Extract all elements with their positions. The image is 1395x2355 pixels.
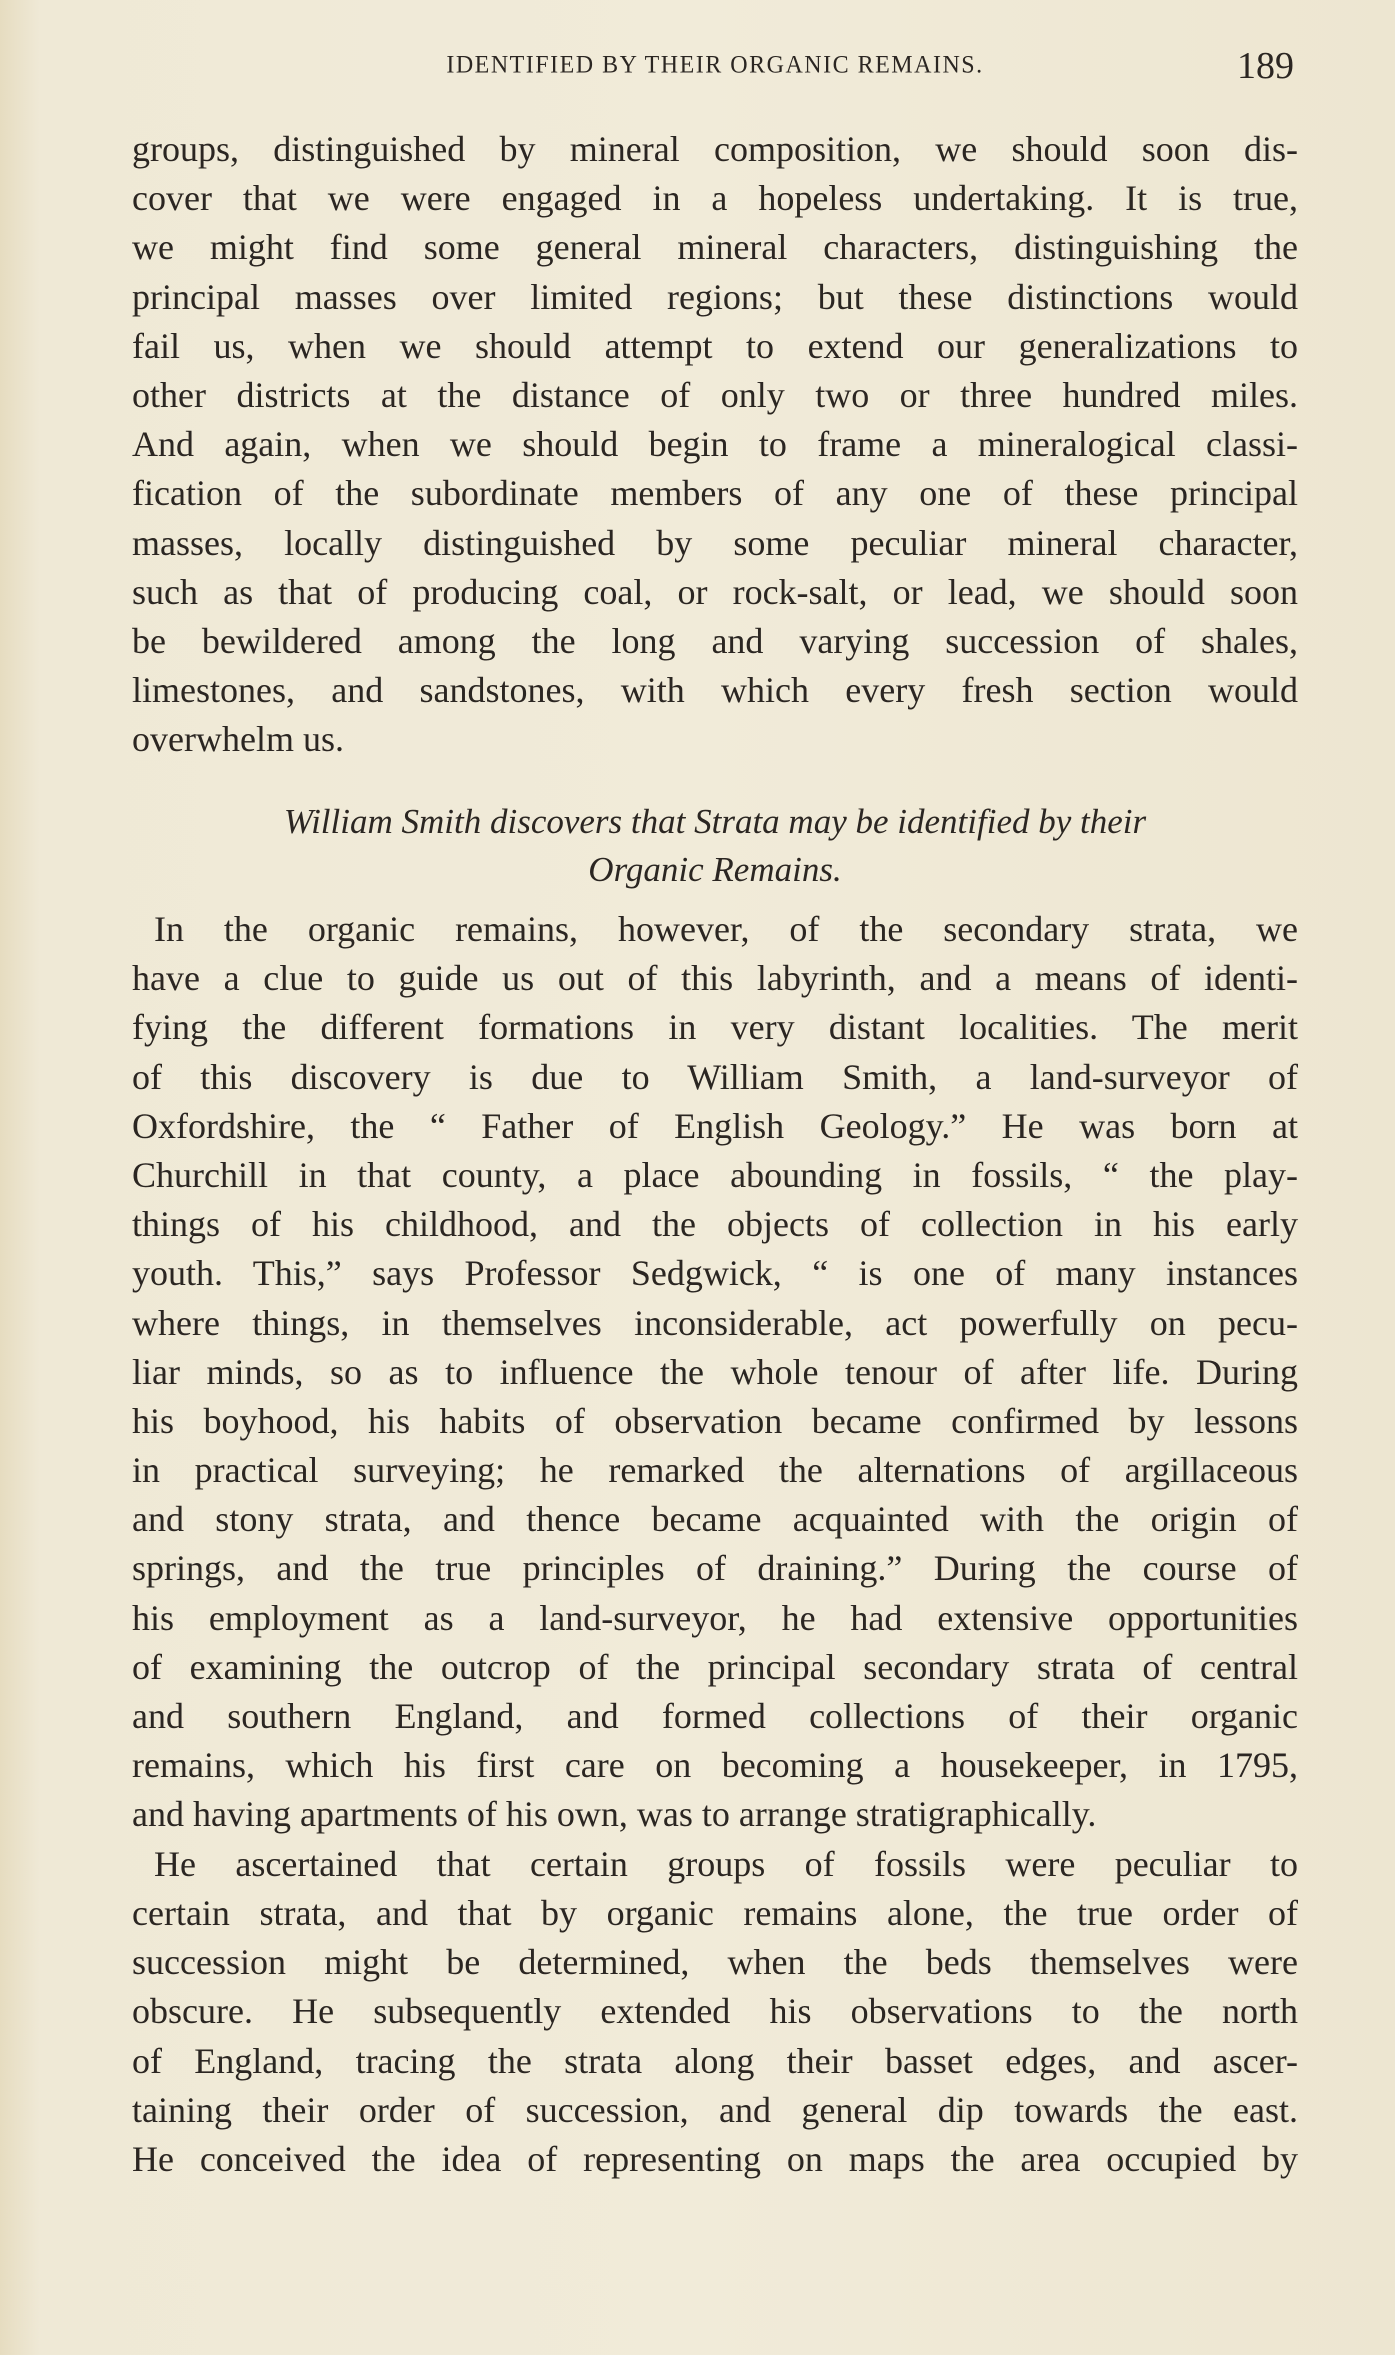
- text-line: things of his childhood, and the objects of collection in his early: [132, 1204, 1298, 1245]
- section-heading: [132, 798, 1298, 894]
- text-line: groups, distinguished by mineral composition, we should soon dis-: [132, 129, 1298, 169]
- text-line: his employment as a land-surveyor, he had extensive opportunities: [132, 1597, 1298, 1638]
- text-line: He conceived the idea of representing on maps the area occupied by: [132, 2138, 1298, 2179]
- text-line: cover that we were engaged in a hopeless undertaking. It is true,: [132, 178, 1298, 219]
- text-line: such as that of producing coal, or rock-salt, or lead, we should soon: [132, 571, 1298, 612]
- text-line: He ascertained that certain groups of fossils were peculiar to: [154, 1843, 1298, 1884]
- text-line: fail us, when we should attempt to extend our generalizations to: [132, 325, 1298, 366]
- text-line: his boyhood, his habits of observation became confirmed by lessons: [132, 1400, 1298, 1441]
- paragraph-3: [132, 1840, 1298, 2184]
- text-line: and southern England, and formed collections of their organic: [132, 1696, 1298, 1736]
- running-head: [132, 45, 1298, 88]
- text-line: In the organic remains, however, of the secondary strata, we: [154, 909, 1298, 949]
- text-line: Churchill in that county, a place abounding in fossils, “ the play-: [132, 1154, 1298, 1195]
- text-line: succession might be determined, when the beds themselves were: [132, 1942, 1298, 1983]
- text-line: youth. This,” says Professor Sedgwick, “ is one of many instances: [132, 1253, 1298, 1294]
- text-line: masses, locally distinguished by some peculiar mineral character,: [132, 522, 1298, 563]
- text-line: where things, in themselves inconsiderable, act powerfully on pecu-: [132, 1302, 1298, 1343]
- text-line: taining their order of succession, and general dip towards the east.: [132, 2089, 1298, 2130]
- paragraph-2: [132, 905, 1298, 1840]
- paragraph-1: [132, 125, 1298, 764]
- text-line: in practical surveying; he remarked the alternations of argillaceous: [132, 1450, 1298, 1491]
- running-head-title: IDENTIFIED BY THEIR ORGANIC REMAINS.: [446, 51, 984, 79]
- text-line: springs, and the true principles of draining.” During the course of: [132, 1548, 1298, 1589]
- text-line: of examining the outcrop of the principal secondary strata of central: [132, 1646, 1298, 1687]
- text-line: of England, tracing the strata along their basset edges, and ascer-: [132, 2040, 1298, 2081]
- text-line: limestones, and sandstones, with which every fresh section would: [132, 670, 1298, 711]
- text-line: and having apartments of his own, was to arrange stratigraphically.: [132, 1794, 1097, 1835]
- text-line: other districts at the distance of only two or three hundred miles.: [132, 374, 1298, 415]
- text-line: we might find some general mineral characters, distinguishing the: [132, 227, 1298, 268]
- text-line: principal masses over limited regions; but these distinctions would: [132, 276, 1298, 317]
- text-line: have a clue to guide us out of this labyrinth, and a means of identi-: [132, 958, 1298, 999]
- text-line: overwhelm us.: [132, 719, 344, 760]
- text-line: fying the different formations in very distant localities. The merit: [132, 1007, 1298, 1048]
- page-number: 189: [1237, 45, 1294, 87]
- text-line: And again, when we should begin to frame a mineralogical classi-: [132, 424, 1298, 465]
- text-line: liar minds, so as to influence the whole tenour of after life. During: [132, 1351, 1298, 1392]
- text-line: remains, which his first care on becoming a housekeeper, in 1795,: [132, 1745, 1298, 1786]
- text-line: and stony strata, and thence became acquainted with the origin of: [132, 1499, 1298, 1540]
- text-line: Oxfordshire, the “ Father of English Geology.” He was born at: [132, 1105, 1298, 1146]
- text-line: be bewildered among the long and varying succession of shales,: [132, 620, 1298, 661]
- section-heading-line: Organic Remains.: [588, 850, 842, 889]
- text-line: certain strata, and that by organic remains alone, the true order of: [132, 1892, 1298, 1933]
- text-line: obscure. He subsequently extended his observations to the north: [132, 1991, 1298, 2032]
- text-line: fication of the subordinate members of any one of these principal: [132, 473, 1298, 514]
- text-line: of this discovery is due to William Smith, a land-surveyor of: [132, 1056, 1298, 1097]
- section-heading-line: William Smith discovers that Strata may be identified by their: [283, 802, 1147, 841]
